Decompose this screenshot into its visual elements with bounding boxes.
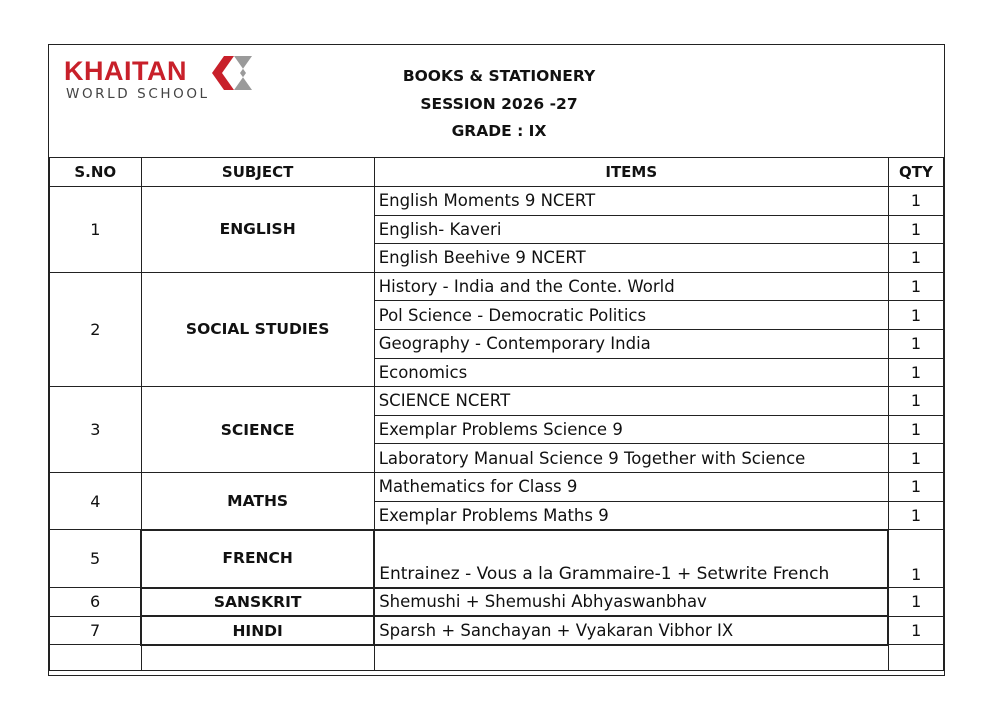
column-header-subject: SUBJECT	[141, 158, 374, 187]
item-qty: 1	[888, 472, 943, 501]
subject-name: HINDI	[141, 616, 374, 645]
serial-number: 3	[50, 387, 142, 473]
item-name: Sparsh + Sanchayan + Vyakaran Vibhor IX	[374, 616, 888, 645]
item-qty: 1	[888, 215, 943, 244]
logo-wordmark: KHAITAN	[64, 56, 187, 86]
column-header-qty: QTY	[888, 158, 943, 187]
item-qty: 1	[888, 187, 943, 216]
item-qty: 1	[888, 530, 943, 588]
item-qty: 1	[888, 588, 943, 617]
item-name: Pol Science - Democratic Politics	[374, 301, 888, 330]
table-row	[50, 272, 944, 301]
book-list-sheet	[48, 44, 945, 676]
item-name: Laboratory Manual Science 9 Together with Science	[374, 444, 888, 473]
subject-name: SOCIAL STUDIES	[141, 272, 374, 386]
column-header-sno: S.NO	[50, 158, 142, 187]
table-row	[50, 387, 944, 416]
table-row	[50, 530, 944, 588]
item-name: Geography - Contemporary India	[374, 329, 888, 358]
item-qty: 1	[888, 272, 943, 301]
item-qty: 1	[888, 387, 943, 416]
item-name: SCIENCE NCERT	[374, 387, 888, 416]
heading-grade: GRADE : IX	[451, 122, 547, 140]
item-qty: 1	[888, 244, 943, 273]
serial-number: 2	[50, 272, 142, 386]
item-qty: 1	[888, 415, 943, 444]
table-row	[50, 187, 944, 216]
serial-number: 6	[50, 588, 142, 617]
item-name: English Moments 9 NCERT	[374, 187, 888, 216]
empty-row	[50, 645, 944, 671]
item-qty: 1	[888, 301, 943, 330]
serial-number: 1	[50, 187, 142, 273]
item-name: Shemushi + Shemushi Abhyaswanbhav	[374, 588, 888, 617]
item-name: Exemplar Problems Science 9	[374, 415, 888, 444]
item-name: History - India and the Conte. World	[374, 272, 888, 301]
serial-number: 5	[50, 530, 142, 588]
table-row	[50, 472, 944, 501]
subject-name: SANSKRIT	[141, 588, 374, 617]
empty-cell	[141, 645, 374, 671]
item-name: Mathematics for Class 9	[374, 472, 888, 501]
empty-cell	[888, 645, 943, 671]
item-name: Exemplar Problems Maths 9	[374, 501, 888, 530]
school-logo	[64, 56, 254, 104]
item-name: Entrainez - Vous a la Grammaire-1 + Setwrite French	[374, 530, 888, 588]
book-list-table	[49, 157, 944, 671]
serial-number: 7	[50, 616, 142, 645]
item-qty: 1	[888, 501, 943, 530]
serial-number: 4	[50, 472, 142, 529]
heading-books-stationery: BOOKS & STATIONERY	[402, 67, 596, 85]
subject-name: MATHS	[141, 472, 374, 529]
item-qty: 1	[888, 444, 943, 473]
heading-session: SESSION 2026 -27	[420, 94, 578, 113]
table-row	[50, 588, 944, 617]
logo-k-chevron-icon	[210, 56, 252, 90]
item-qty: 1	[888, 329, 943, 358]
item-qty: 1	[888, 358, 943, 387]
subject-name: FRENCH	[141, 530, 374, 588]
document-heading	[349, 63, 649, 146]
item-name: Economics	[374, 358, 888, 387]
item-name: English- Kaveri	[374, 215, 888, 244]
subject-name: ENGLISH	[141, 187, 374, 273]
logo-tagline: WORLD SCHOOL	[66, 86, 210, 102]
empty-cell	[50, 645, 142, 671]
empty-cell	[374, 645, 888, 671]
table-header-row	[50, 158, 944, 187]
item-qty: 1	[888, 616, 943, 645]
subject-name: SCIENCE	[141, 387, 374, 473]
column-header-items: ITEMS	[374, 158, 888, 187]
table-row	[50, 616, 944, 645]
item-name: English Beehive 9 NCERT	[374, 244, 888, 273]
